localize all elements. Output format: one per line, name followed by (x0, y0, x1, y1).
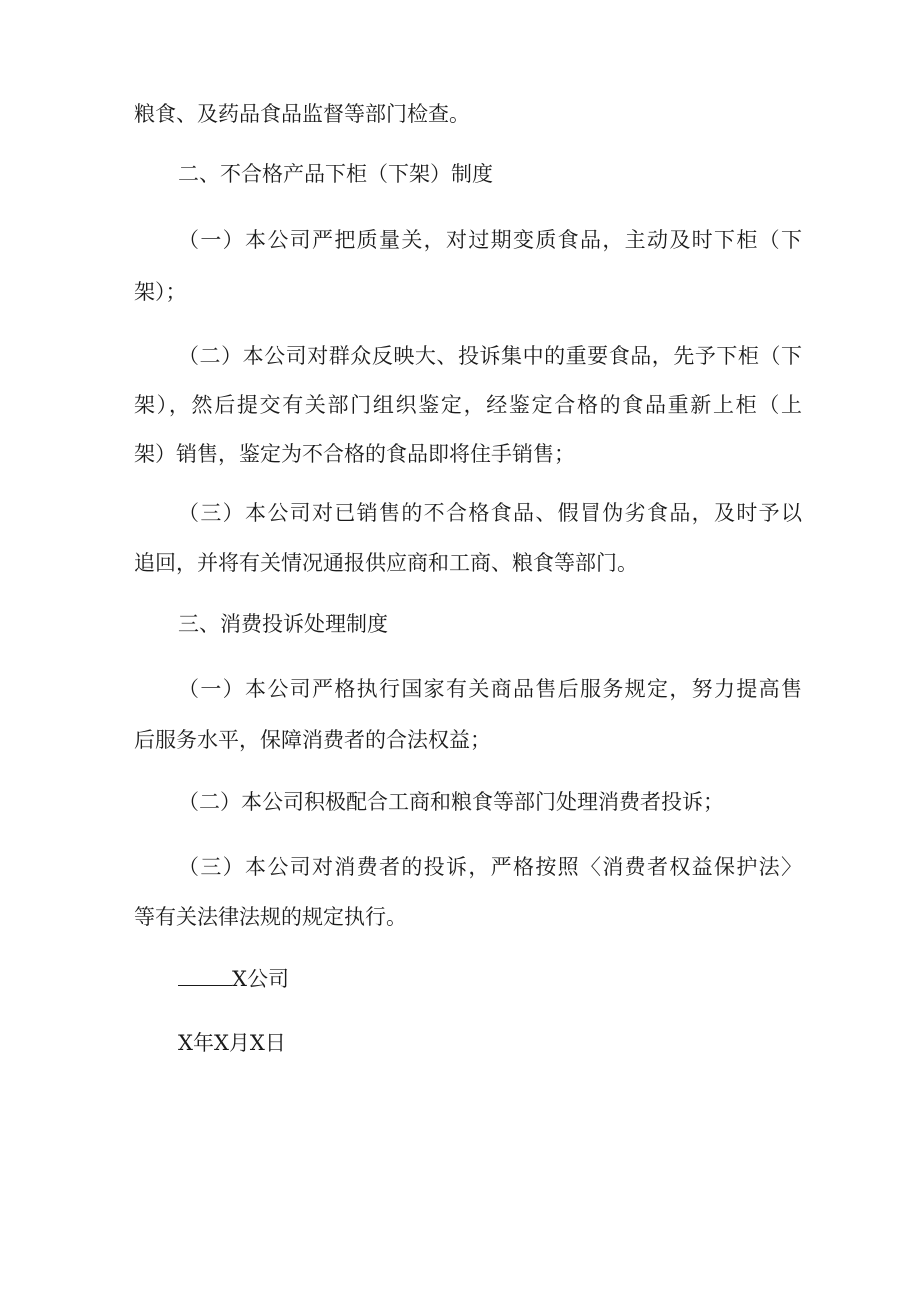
paragraph-line: 架）； (134, 280, 187, 304)
paragraph-line: 追回，并将有关情况通报供应商和工商、粮食等部门。 (134, 551, 638, 575)
paragraph-line: （二）本公司对群众反映大、投诉集中的重要食品，先予下柜（下 (178, 344, 802, 368)
blank-underline (178, 967, 232, 986)
paragraph-line: （三）本公司对消费者的投诉，严格按照〈消费者权益保护法〉 (178, 855, 802, 879)
section-heading: 二、不合格产品下柜（下架）制度 (178, 162, 493, 186)
paragraph-line: 等有关法律法规的规定执行。 (134, 905, 407, 929)
section-heading: 三、消费投诉处理制度 (178, 612, 388, 636)
paragraph-line: （二）本公司积极配合工商和粮食等部门处理消费者投诉； (178, 790, 724, 814)
paragraph-line: 架）销售，鉴定为不合格的食品即将住手销售； (134, 442, 575, 466)
paragraph-line: 后服务水平，保障消费者的合法权益； (134, 728, 491, 752)
text-line: 粮食、及药品食品监督等部门检查。 (134, 102, 470, 126)
paragraph-line: 架），然后提交有关部门组织鉴定，经鉴定合格的食品重新上柜（上 (134, 393, 802, 417)
paragraph-line: （一）本公司严格执行国家有关商品售后服务规定，努力提高售 (178, 677, 802, 701)
paragraph-line: （三）本公司对已销售的不合格食品、假冒伪劣食品，及时予以 (178, 501, 802, 525)
signature-company (178, 965, 289, 993)
company-name: X公司 (232, 967, 289, 991)
signature-date: X年X月X日 (178, 1031, 286, 1055)
paragraph-line: （一）本公司严把质量关，对过期变质食品，主动及时下柜（下 (178, 228, 802, 252)
